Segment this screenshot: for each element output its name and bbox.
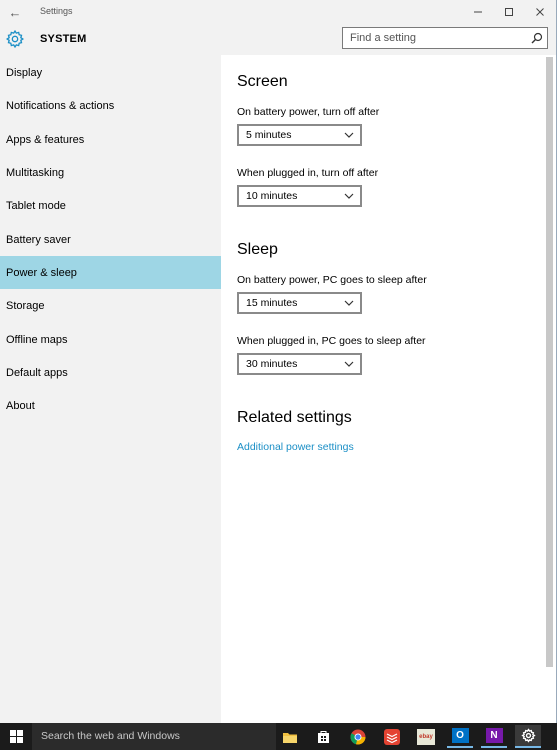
sidebar-item-default-apps[interactable]: Default apps	[6, 366, 68, 379]
screen-battery-dropdown[interactable]	[237, 124, 362, 146]
todoist-button[interactable]	[379, 725, 405, 748]
onenote-label: N	[490, 730, 498, 741]
chevron-down-icon	[344, 299, 354, 307]
scrollbar[interactable]	[543, 55, 556, 723]
close-icon	[535, 7, 545, 17]
sidebar-item-storage[interactable]: Storage	[6, 299, 45, 312]
header-strip	[221, 24, 556, 55]
additional-power-settings-link[interactable]: Additional power settings	[237, 441, 354, 453]
sidebar-item-notifications[interactable]: Notifications & actions	[6, 99, 115, 112]
maximize-icon	[504, 7, 514, 17]
screen-heading: Screen	[237, 73, 288, 90]
ebay-label: ebay	[419, 733, 433, 740]
sidebar-item-display[interactable]: Display	[6, 66, 43, 79]
title-bar	[0, 0, 556, 24]
ebay-button[interactable]	[413, 725, 439, 748]
taskbar-search-box[interactable]	[32, 723, 276, 750]
close-button[interactable]	[525, 0, 555, 24]
ebay-icon	[417, 729, 435, 745]
search-icon[interactable]	[531, 32, 543, 44]
back-button[interactable]: ←	[8, 4, 22, 20]
screen-battery-label: On battery power, turn off after	[237, 106, 380, 118]
dropdown-value: 15 minutes	[246, 297, 298, 309]
chevron-down-icon	[344, 131, 354, 139]
sleep-plugged-dropdown[interactable]	[237, 353, 362, 375]
chevron-down-icon	[344, 192, 354, 200]
taskbar-search-text: Search the web and Windows	[41, 730, 180, 742]
sleep-battery-dropdown[interactable]	[237, 292, 362, 314]
chevron-down-icon	[344, 360, 354, 368]
settings-gear-icon	[521, 728, 536, 743]
chrome-button[interactable]	[345, 725, 371, 748]
onenote-icon	[486, 728, 503, 743]
sidebar-item-battery-saver[interactable]: Battery saver	[6, 233, 71, 246]
gear-icon	[5, 29, 25, 49]
todoist-icon	[384, 729, 400, 745]
sleep-heading: Sleep	[237, 241, 278, 258]
sleep-battery-label: On battery power, PC goes to sleep after	[237, 274, 427, 286]
sleep-plugged-label: When plugged in, PC goes to sleep after	[237, 335, 426, 347]
sidebar-item-power-sleep[interactable]: Power & sleep	[0, 256, 221, 289]
section-title: SYSTEM	[40, 33, 87, 45]
related-settings-heading: Related settings	[237, 409, 352, 426]
start-button[interactable]	[0, 723, 32, 750]
sidebar-item-offline-maps[interactable]: Offline maps	[6, 333, 68, 346]
dropdown-value: 10 minutes	[246, 190, 298, 202]
file-explorer-button[interactable]	[277, 725, 303, 748]
window-title: Settings	[40, 6, 73, 16]
search-input[interactable]	[343, 28, 523, 48]
file-explorer-icon	[282, 730, 298, 744]
content-pane	[221, 55, 543, 723]
sidebar-item-tablet-mode[interactable]: Tablet mode	[6, 199, 66, 212]
store-icon	[316, 729, 331, 744]
settings-taskbar-button[interactable]	[515, 725, 541, 748]
dropdown-value: 30 minutes	[246, 358, 298, 370]
sidebar-item-about[interactable]: About	[6, 399, 35, 412]
sidebar-item-multitasking[interactable]: Multitasking	[6, 166, 65, 179]
screen-plugged-dropdown[interactable]	[237, 185, 362, 207]
dropdown-value: 5 minutes	[246, 129, 292, 141]
chrome-icon	[350, 729, 366, 745]
sidebar-item-apps-features[interactable]: Apps & features	[6, 133, 85, 146]
store-button[interactable]	[310, 725, 336, 748]
outlook-button[interactable]	[447, 725, 473, 748]
system-header	[0, 24, 221, 55]
search-box[interactable]	[342, 27, 548, 49]
maximize-button[interactable]	[494, 0, 524, 24]
outlook-label: O	[456, 730, 464, 741]
screen-plugged-label: When plugged in, turn off after	[237, 167, 379, 179]
scrollbar-thumb[interactable]	[546, 57, 553, 667]
sidebar	[0, 24, 221, 723]
outlook-icon	[452, 728, 469, 743]
minimize-icon	[473, 7, 483, 17]
taskbar	[0, 723, 557, 750]
minimize-button[interactable]	[463, 0, 493, 24]
onenote-button[interactable]	[481, 725, 507, 748]
windows-logo-icon	[10, 730, 23, 743]
